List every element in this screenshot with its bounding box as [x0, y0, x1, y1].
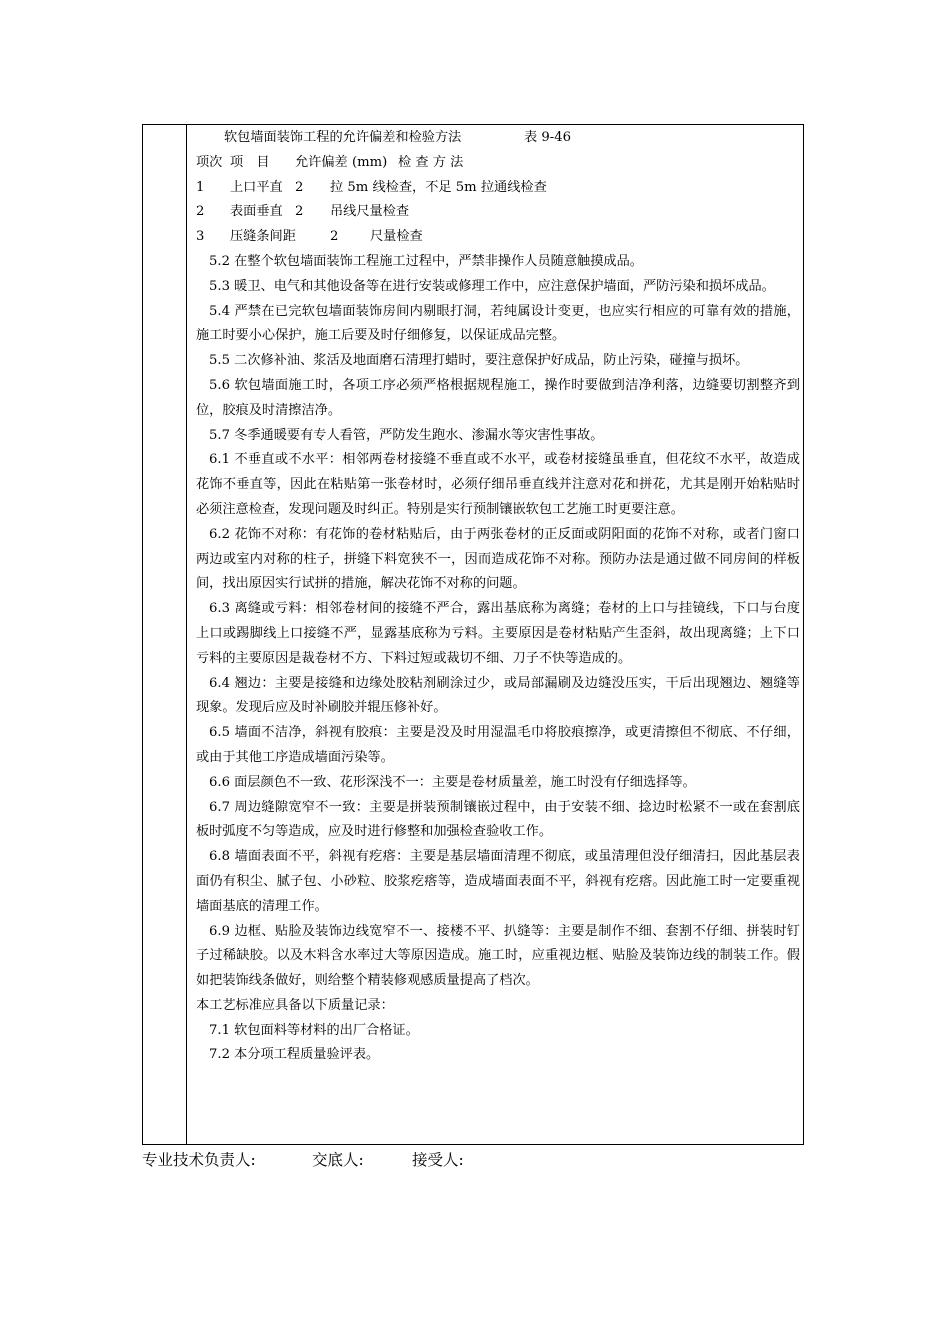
header-tolerance: 允许偏差 (mm)	[295, 154, 388, 170]
paragraph-6-1: 6.1 不垂直或不水平：相邻两卷材接缝不垂直或不水平，或卷材接缝虽垂直，但花纹不水平，故造成花饰不垂直等，因此在粘贴第一张卷材时，必须仔细吊垂直线并注意对花和拼花，尤其是刚开始粘贴时必须注意检查，发现问题及时纠正。特别是实行预制镶嵌软包工艺施工时更要注意。	[196, 452, 800, 517]
paragraph-6-4: 6.4 翘边：主要是接缝和边缘处胶粘剂刷涂过少，或局部漏刷及边缝没压实，干后出现翘边、翘缝等现象。发现后应及时补刷胶并辊压修补好。	[196, 675, 800, 716]
presenter-label: 交底人:	[312, 1151, 364, 1169]
paragraph-5-7: 5.7 冬季通暖要有专人看管，严防发生跑水、渗漏水等灾害性事故。	[209, 427, 604, 443]
table-row	[196, 176, 800, 201]
paragraph-6-8: 6.8 墙面表面不平，斜视有疙瘩：主要是基层墙面清理不彻底，或虽清理但没仔细清扫，因此基层表面仍有积尘、腻子包、小砂粒、胶浆疙瘩等，造成墙面表面不平，斜视有疙瘩。因此施工时一定要重视墙面基底的清理工作。	[196, 849, 800, 914]
paragraph-7-2: 7.2 本分项工程质量验评表。	[209, 1047, 380, 1063]
paragraph-5-4: 5.4 严禁在已完软包墙面装饰房间内剔眼打洞，若纯属设计变更，也应实行相应的可靠有效的措施，施工时要小心保护，施工后要及时仔细修复，以保证成品完整。	[196, 303, 800, 344]
paragraph-5-6: 5.6 软包墙面施工时，各项工序必须严格根据规程施工，操作时要做到洁净利落，边缝要切割整齐到位，胶痕及时清擦洁净。	[196, 377, 800, 418]
table-row	[196, 225, 800, 250]
paragraph-5-5: 5.5 二次修补油、浆活及地面磨石清理打蜡时，要注意保护好成品，防止污染，碰撞与损坏。	[209, 353, 749, 369]
column-divider	[186, 125, 187, 1144]
table-title-row	[196, 126, 800, 151]
row-method: 吊线尺量检查	[330, 204, 410, 220]
header-method: 检 查 方 法	[398, 154, 464, 170]
row-tolerance: 2	[295, 204, 304, 220]
tech-lead-label: 专业技术负责人:	[142, 1151, 256, 1169]
row-method: 尺量检查	[370, 229, 423, 245]
header-item: 项 目	[230, 154, 270, 170]
row-no: 1	[196, 179, 205, 195]
paragraph-6-9: 6.9 边框、贴脸及装饰边线宽窄不一、接楼不平、扒缝等：主要是制作不细、套割不仔细、拼装时钉子过稀缺胶。以及木料含水率过大等原因造成。施工时，应重视边框、贴脸及装饰边线的制装工作。假如把装饰线条做好，则给整个精装修观感质量提高了档次。	[196, 923, 800, 989]
paragraph-6-6: 6.6 面层颜色不一致、花形深浅不一：主要是卷材质量差，施工时没有仔细选择等。	[209, 774, 696, 790]
records-intro: 本工艺标准应具备以下质量记录：	[196, 997, 394, 1013]
table-header-row	[196, 151, 800, 176]
row-tolerance: 2	[295, 179, 304, 195]
table-title: 软包墙面装饰工程的允许偏差和检验方法	[224, 130, 462, 145]
paragraph-5-3: 5.3 暖卫、电气和其他设备等在进行安装或修理工作中，应注意保护墙面，严防污染和损坏成品。	[209, 278, 775, 294]
row-item: 表面垂直	[230, 204, 283, 220]
receiver-label: 接受人:	[412, 1151, 464, 1169]
table-number: 表 9-46	[524, 130, 572, 145]
paragraph-7-1: 7.1 软包面料等材料的出厂合格证。	[209, 1022, 419, 1038]
row-method: 拉 5m 线检查，不足 5m 拉通线检查	[330, 179, 547, 195]
paragraph-6-3: 6.3 离缝或亏料：相邻卷材间的接缝不严合，露出基底称为离缝；卷材的上口与挂镜线，下口与台度上口或踢脚线上口接缝不严，显露基底称为亏料。主要原因是卷材粘贴产生歪斜，故出现离缝；上下口亏料的主要原因是裁卷材不方、下料过短或裁切不细、刀子不快等造成的。	[196, 601, 800, 666]
paragraph-5-2: 5.2 在整个软包墙面装饰工程施工过程中，严禁非操作人员随意触摸成品。	[209, 253, 643, 269]
paragraph-6-7: 6.7 周边缝隙宽窄不一致：主要是拼装预制镶嵌过程中，由于安装不细、捻边时松紧不一或在套割底板时弧度不匀等造成，应及时进行修整和加强检查验收工作。	[196, 799, 800, 840]
row-no: 3	[196, 229, 205, 245]
paragraph-6-2: 6.2 花饰不对称：有花饰的卷材粘贴后，由于两张卷材的正反面或阴阳面的花饰不对称，或者门窗口两边或室内对称的柱子，拼缝下料宽狭不一，因而造成花饰不对称。预防办法是通过做不同房间的样板间，找出原因实行试拼的措施，解决花饰不对称的问题。	[196, 526, 800, 592]
table-row	[196, 200, 800, 225]
document-content	[196, 126, 800, 1068]
row-item: 上口平直	[230, 179, 283, 195]
header-no: 项次	[196, 154, 223, 170]
paragraph-6-5: 6.5 墙面不洁净，斜视有胶痕：主要是没及时用湿温毛巾将胶痕擦净，或更清擦但不彻底、不仔细，或由于其他工序造成墙面污染等。	[196, 725, 800, 765]
row-tolerance: 2	[330, 229, 339, 245]
row-no: 2	[196, 204, 205, 220]
row-item: 压缝条间距	[230, 229, 296, 245]
